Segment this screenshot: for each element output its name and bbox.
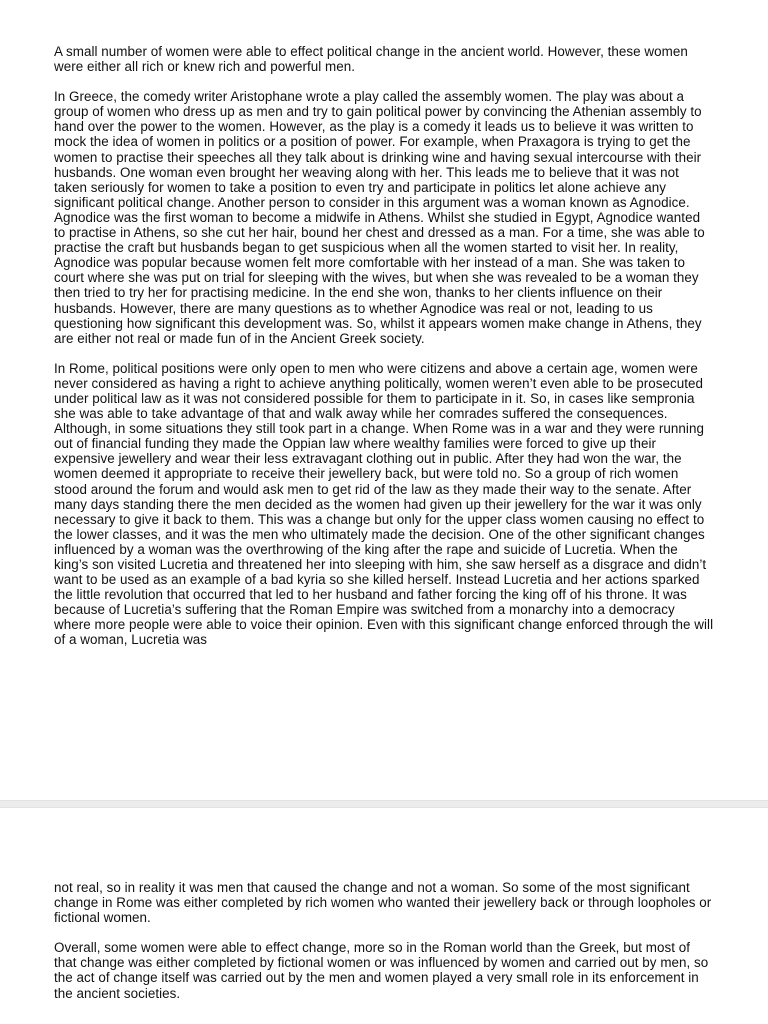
paragraph-rome: In Rome, political positions were only open to men who were citizens and above a certain age, women were never considered as having a right to achieve anything politically, women weren’t even able to be prosecuted under political law as it was not considered possible for them to participate in it. So, in cases like sempronia she was able to take advantage of that and walk away while her comrades suffered the consequences. Although, in some situations they still took part in a change. When Rome was in a war and they were running out of financial funding they made the Oppian law where wealthy families were forced to give up their expensive jewellery and wear their less extravagant clothing out in public. After they had won the war, the women deemed it appropriate to receive their jewellery back, but were told no. So a group of rich women stood around the forum and would ask men to get rid of the law as they made their way to the senate. After many days standing there the men decided as the women had given up their jewellery for the war it was only necessary to give it back to them. This was a change but only for the upper class women causing no effect to the lower classes, and it was the men who ultimately made the decision. One of the other significant changes influenced by a woman was the overthrowing of the king after the rape and suicide of Lucretia. When the king’s son visited Lucretia and threatened her into sleeping with him, she saw herself as a disgrace and didn’t want to be used as an example of a bad kyria so she killed herself. Instead Lucretia and her actions sparked the little revolution that occurred that led to her husband and father forcing the king off of his throne. It was because of Lucretia’s suffering that the Roman Empire was switched from a monarchy into a democracy where more people were able to voice their opinion. Even with this significant change enforced through the will of a woman, Lucretia was <box>54 360 714 648</box>
page-separator <box>0 800 768 808</box>
paragraph-rome-continued: not real, so in reality it was men that caused the change and not a woman. So some of the most significant change in Rome was either completed by rich women who wanted their jewellery back or through loopholes or fictional women. <box>54 880 712 926</box>
paragraph-greece: In Greece, the comedy writer Aristophane wrote a play called the assembly women. The play was about a group of women who dress up as men and try to gain political power by convincing the Athenian assembly to hand over the power to the women. However, as the play is a comedy it leads us to believe it was written to mock the idea of women in politics or a position of power. For example, when Praxagora is trying to get the women to practise their speeches all they talk about is drinking wine and having sexual intercourse with their husbands. One woman even brought her weaving along with her. This leads me to believe that it was not taken seriously for women to take a position to even try and participate in politics let alone achieve any significant political change. Another person to consider in this argument was a woman known as Agnodice. Agnodice was the first woman to become a midwife in Athens. Whilst she studied in Egypt, Agnodice wanted to practise in Athens, so she cut her hair, bound her chest and dressed as a man. For a time, she was able to practise the craft but husbands began to get suspicious when all the women started to visit her. In reality, Agnodice was popular because women felt more comfortable with her instead of a man. She was taken to court where she was put on trial for sleeping with the wives, but when she was revealed to be a woman they then tried to try her for practising medicine. In the end she won, thanks to her clients influence on their husbands. However, there are many questions as to whether Agnodice was real or not, leading to us questioning how significant this development was. So, whilst it appears women make change in Athens, they are either not real or made fun of in the Ancient Greek society. <box>54 89 705 346</box>
paragraph-introduction: A small number of women were able to effect political change in the ancient world. However, these women were either all rich or knew rich and powerful men. <box>54 44 688 75</box>
document-page-2 <box>0 808 768 1024</box>
paragraph-conclusion: Overall, some women were able to effect change, more so in the Roman world than the Greek, but most of that change was either completed by fictional women or was influenced by women and carried out by men, so the act of change itself was carried out by the men and women played a very small role in its enforcement in the ancient societies. <box>54 940 709 1001</box>
